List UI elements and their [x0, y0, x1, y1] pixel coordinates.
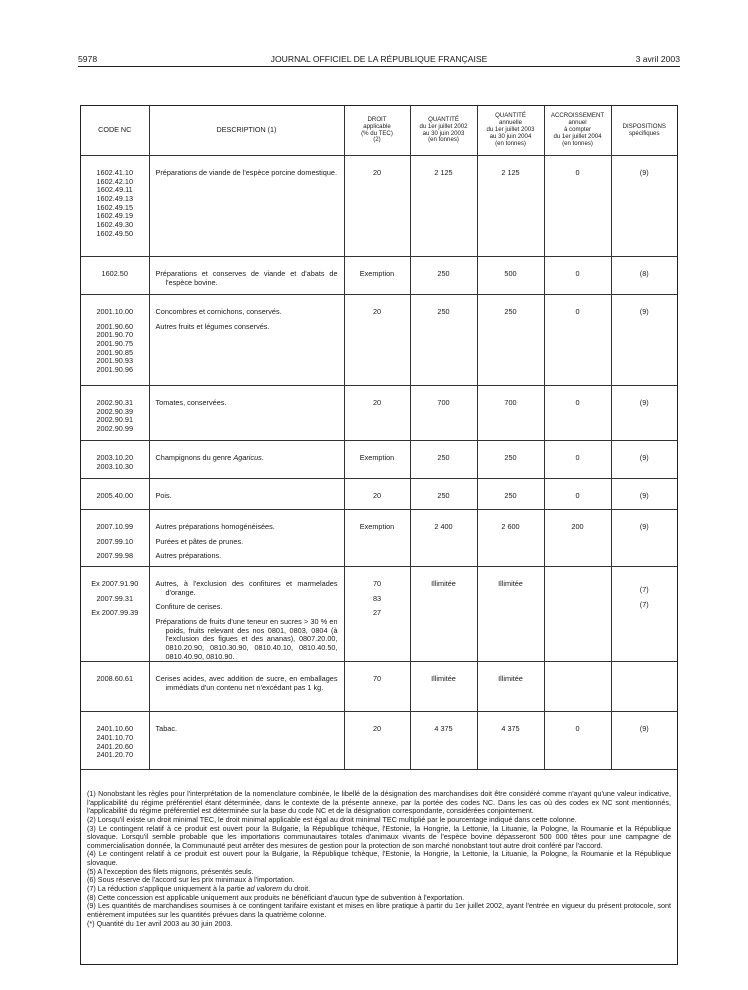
quantity-2002-cell [410, 441, 477, 479]
nc-code-cell [81, 662, 149, 712]
nc-code: 2001.90.96 [96, 365, 134, 375]
footnote: (8) Cette concession est applicable uniquement aux produits ne bénéficiant d'aucun type de subvention à l'exportation. [87, 892, 465, 902]
description-cell [149, 510, 344, 567]
description-cell [149, 712, 344, 770]
duty-value: 20 [372, 398, 382, 407]
footnote: (1) Nonobstant les règles pour l'interprétation de la nomenclature combinée, le libellé de la désignation des marchandises doit être considéré comme n'ayant qu'une valeur indicative, l'applicabilité du régime préférentiel étant déterminée, dans le contexte de la présente annexe, par la portée des codes NC. Dans les cas où des codes ex NC sont mentionnés, l'applicabilité du régime préférentiel est déterminée sur la base du code NC et de la désignation correspondante, considérées conjointement. [87, 789, 671, 816]
nc-code-cell [81, 386, 149, 441]
footnote: (*) Quantité du 1er avril 2003 au 30 juin 2003. [87, 918, 233, 928]
nc-code: 2002.90.31 [96, 398, 134, 407]
provisions-cell [611, 510, 677, 567]
quantity-2002-cell [410, 662, 477, 712]
duty-cell [344, 712, 410, 770]
duty-cell [344, 386, 410, 441]
quantity-annual-value: 250 [504, 491, 517, 500]
increase-cell [544, 295, 611, 386]
duty-value: 20 [372, 491, 382, 500]
quantity-annual-value: Illimitée [498, 674, 523, 684]
description-cell [149, 156, 344, 257]
table-header-row [81, 106, 677, 156]
header-rule [78, 66, 680, 67]
quantity-annual-cell [477, 479, 544, 510]
table-row [81, 567, 677, 662]
quantity-annual-cell [477, 662, 544, 712]
quantity-2002-cell [410, 257, 477, 295]
duty-cell [344, 662, 410, 712]
nc-code: 2001.10.00 [96, 307, 134, 316]
nc-code: 2007.99.10 [96, 536, 134, 546]
table-row [81, 712, 677, 770]
nc-code: 2002.90.91 [96, 415, 134, 425]
nc-code: 1602.49.13 [96, 194, 134, 204]
duty-value: Exemption [359, 269, 395, 278]
nc-code: 1602.42.10 [96, 176, 134, 186]
description-cell [149, 257, 344, 295]
quantity-annual-value: 250 [504, 453, 517, 462]
quantity-annual-value: 700 [504, 398, 517, 407]
description-text: Autres préparations homogénéisées. [155, 522, 275, 531]
ad-valorem-term: ad valorem [246, 884, 283, 894]
nc-code: 2008.60.61 [96, 674, 134, 684]
nc-code: 2005.40.00 [96, 491, 134, 500]
nc-code: Ex 2007.99.39 [91, 608, 139, 618]
nc-code: 2003.10.30 [96, 461, 134, 471]
footnote: (3) Le contingent relatif à ce produit est ouvert pour la Bulgarie, la République tchèque, l'Estonie, la Hongrie, la Lettonie, la Lituanie, la Pologne, la Roumanie et la République slovaque. Lorsqu'il semble probable que les importations communautaires totales d'animaux vivants de l'espèce bovine dépasseront 500 000 têtes pour une campagne de commercialisation donnée, la Communauté peut arrêter des mesures de gestion pour la protection de son marché nonobstant tout autre droit conféré par l'accord. [87, 823, 671, 850]
duty-value: 70 [372, 674, 382, 684]
footnote: (5) A l'exception des filets mignons, présentés seuls. [87, 866, 254, 876]
provisions-cell [611, 479, 677, 510]
description-text: Champignons du genre Agaricus. [155, 453, 264, 462]
description-text: Pois. [155, 491, 172, 500]
nc-code: 2001.90.93 [96, 356, 134, 366]
nc-code: 1602.49.11 [96, 185, 133, 195]
quantity-2002-cell [410, 295, 477, 386]
quantity-annual-value: 250 [504, 307, 517, 316]
quantity-annual-value: Illimitée [498, 579, 523, 588]
duty-value: 20 [372, 168, 382, 177]
provisions-cell [611, 257, 677, 295]
provisions-value: (9) [639, 522, 649, 531]
duty-value: Exemption [359, 453, 395, 462]
description-text: Cerises acides, avec addition de sucre, en emballages immédiats d'un contenu net n'excédant pas 1 kg. [155, 674, 338, 693]
nc-code: 1602.49.50 [96, 228, 134, 238]
description-text: Autres, à l'exclusion des confitures et marmelades d'orange. [155, 579, 338, 597]
quantity-2002-cell [410, 386, 477, 441]
quantity-annual-cell [477, 567, 544, 662]
increase-value: 200 [571, 522, 584, 531]
table-row [81, 156, 677, 257]
nc-code-cell [81, 295, 149, 386]
increase-cell [544, 386, 611, 441]
duty-value: 70 [372, 579, 382, 588]
description-text: Autres fruits et légumes conservés. [155, 321, 270, 331]
col-header-quantity-annual: QUANTITÉ annuelle du 1er juillet 2003 au 30 juin 2004 (en tonnes) [477, 106, 544, 156]
table-row [81, 295, 677, 386]
provisions-value: (7) [639, 599, 649, 609]
table-row [81, 479, 677, 510]
nc-code-cell [81, 479, 149, 510]
journal-title: JOURNAL OFFICIEL DE LA RÉPUBLIQUE FRANÇAISE [270, 54, 488, 64]
duty-cell [344, 295, 410, 386]
description-text: Préparations de viande de l'espèce porcine domestique. [155, 168, 337, 177]
quantity-2002-value: Illimitée [431, 579, 456, 588]
provisions-value: (9) [639, 398, 649, 407]
quantity-2002-cell [410, 712, 477, 770]
duty-value: 27 [372, 608, 382, 618]
quantity-2002-value: 250 [437, 453, 450, 462]
nc-code: 2001.90.60 [96, 321, 134, 331]
table-row [81, 257, 677, 295]
nc-code: 2001.90.85 [96, 347, 134, 357]
increase-value: 0 [575, 724, 580, 734]
col-header-droit: DROIT applicable (% du TEC) (2) [344, 106, 410, 156]
quantity-2002-value: 250 [437, 269, 450, 278]
nc-code-cell [81, 567, 149, 662]
quantity-2002-value: 2 400 [434, 522, 453, 531]
nc-code: 1602.49.30 [96, 220, 134, 230]
provisions-cell [611, 295, 677, 386]
quantity-annual-value: 500 [504, 269, 517, 278]
nc-code: 2401.20.70 [96, 750, 134, 760]
nc-code-cell [81, 441, 149, 479]
col-header-description: DESCRIPTION (1) [149, 106, 344, 156]
provisions-value: (9) [639, 307, 649, 316]
increase-value: 0 [575, 491, 580, 500]
quantity-2002-cell [410, 567, 477, 662]
col-header-increase: ACCROISSEMENT annuel à compter du 1er juillet 2004 (en tonnes) [544, 106, 611, 156]
provisions-value: (9) [639, 168, 649, 177]
increase-cell [544, 441, 611, 479]
nc-code: 2007.10.99 [96, 522, 134, 531]
nc-code: 2001.90.70 [96, 330, 134, 340]
provisions-cell [611, 386, 677, 441]
quantity-annual-value: 2 125 [501, 168, 520, 177]
description-text: Préparations de fruits d'une teneur en sucres > 30 % en poids, fruits relevant des nos 0801, 0803, 0804 (à l'exclusion des figues et des ananas), 0807.20.00, 0810.20.90, 0810.30.90, 0810.40.10, 0810.40.50, 0810.40.90, 0810.90. [155, 617, 338, 661]
footnote: (7) La réduction s'applique uniquement à la partie ad valorem du droit. [87, 884, 311, 894]
nc-code: 2401.20.60 [96, 741, 134, 751]
increase-cell [544, 567, 611, 662]
quantity-annual-value: 4 375 [501, 724, 520, 734]
increase-value: 0 [575, 453, 580, 462]
footnote: (2) Lorsqu'il existe un droit minimal TEC, le droit minimal applicable est égal au droit minimal TEC multiplié par le pourcentage indiqué dans cette colonne. [87, 814, 577, 824]
duty-value: 83 [372, 593, 382, 603]
increase-value: 0 [575, 168, 580, 177]
duty-cell [344, 156, 410, 257]
genus-name: Agaricus [233, 453, 262, 462]
table-row [81, 441, 677, 479]
description-text: Autres préparations. [155, 551, 222, 561]
provisions-cell [611, 712, 677, 770]
quantity-annual-cell [477, 156, 544, 257]
nc-code: 1602.50 [101, 269, 128, 278]
provisions-cell [611, 441, 677, 479]
duty-cell [344, 441, 410, 479]
description-text: Tabac. [155, 724, 177, 734]
col-header-provisions: DISPOSITIONS spécifiques [611, 106, 677, 156]
nc-code: 2007.99.31 [96, 593, 134, 603]
increase-cell [544, 479, 611, 510]
duty-cell [344, 257, 410, 295]
quantity-2002-cell [410, 479, 477, 510]
nc-code: 2002.90.99 [96, 424, 134, 434]
footnote: (9) Les quantités de marchandises soumises à ce contingent tarifaire existant et mises en libre pratique à partir du 1er juillet 2002, ayant l'entrée en vigueur du présent protocole, sont entièrement imputées sur les quantités prévues dans la quatrième colonne. [87, 901, 671, 919]
nc-code: 1602.49.15 [96, 202, 134, 212]
duty-value: 20 [372, 724, 382, 734]
quantity-annual-cell [477, 386, 544, 441]
quantity-annual-value: 2 600 [501, 522, 520, 531]
description-cell [149, 295, 344, 386]
quantity-2002-value: 250 [437, 491, 450, 500]
duty-cell [344, 510, 410, 567]
nc-code: 2003.10.20 [96, 453, 134, 462]
description-cell [149, 567, 344, 662]
increase-value: 0 [575, 398, 580, 407]
quantity-annual-cell [477, 441, 544, 479]
provisions-value: (9) [639, 491, 649, 500]
duty-cell [344, 479, 410, 510]
col-header-code: CODE NC [81, 106, 149, 156]
quantity-2002-value: Illimitée [431, 674, 456, 684]
nc-code: 2007.99.98 [96, 551, 134, 561]
provisions-value: (9) [639, 453, 649, 462]
nc-code: 2401.10.60 [96, 724, 134, 734]
col-header-quantity-2002: QUANTITÉ du 1er juillet 2002 au 30 juin 2003 (en tonnes) [410, 106, 477, 156]
nc-code: 1602.41.10 [96, 168, 134, 177]
nc-code: 2002.90.39 [96, 406, 134, 416]
tariff-table-frame [80, 105, 678, 965]
increase-value: 0 [575, 269, 580, 278]
issue-date: 3 avril 2003 [635, 54, 680, 64]
quantity-2002-value: 4 375 [434, 724, 453, 734]
provisions-cell [611, 567, 677, 662]
description-cell [149, 386, 344, 441]
duty-value: Exemption [359, 522, 395, 531]
nc-code: Ex 2007.91.90 [91, 579, 139, 588]
nc-code: 2401.10.70 [96, 733, 134, 743]
footnote: (4) Le contingent relatif à ce produit est ouvert pour la Bulgarie, la République tchèque, l'Estonie, la Hongrie, la Lettonie, la Lituanie, la Pologne, la Roumanie et la République slovaque. [87, 849, 671, 868]
quantity-2002-value: 700 [437, 398, 450, 407]
nc-code: 2001.90.75 [96, 339, 134, 349]
description-text: Confiture de cerises. [155, 602, 223, 612]
quantity-2002-cell [410, 156, 477, 257]
nc-code-cell [81, 712, 149, 770]
increase-cell [544, 156, 611, 257]
table-row [81, 386, 677, 441]
provisions-value: (8) [639, 269, 649, 278]
quantity-annual-cell [477, 295, 544, 386]
nc-code-cell [81, 510, 149, 567]
description-cell [149, 441, 344, 479]
description-text: Préparations et conserves de viande et d'abats de l'espèce bovine. [155, 269, 338, 287]
nc-code-cell [81, 257, 149, 295]
description-cell [149, 479, 344, 510]
description-text: Purées et pâtes de prunes. [155, 536, 244, 546]
table-row [81, 510, 677, 567]
quantity-annual-cell [477, 510, 544, 567]
quantity-annual-cell [477, 712, 544, 770]
quantity-annual-cell [477, 257, 544, 295]
increase-cell [544, 712, 611, 770]
increase-cell [544, 257, 611, 295]
provisions-value: (9) [639, 724, 649, 734]
table-row [81, 662, 677, 712]
description-text: Concombres et cornichons, conservés. [155, 307, 282, 316]
increase-value: 0 [575, 307, 580, 316]
provisions-cell [611, 662, 677, 712]
duty-value: 20 [372, 307, 382, 316]
increase-cell [544, 662, 611, 712]
increase-cell [544, 510, 611, 567]
tariff-table [81, 106, 677, 770]
quantity-2002-value: 2 125 [434, 168, 453, 177]
footnote: (6) Sous réserve de l'accord sur les prix minimaux à l'importation. [87, 875, 295, 885]
duty-cell [344, 567, 410, 662]
footnotes [81, 779, 677, 928]
page-number: 5978 [78, 54, 98, 64]
provisions-value: (7) [639, 585, 649, 594]
description-cell [149, 662, 344, 712]
nc-code: 1602.49.19 [96, 211, 134, 221]
quantity-2002-cell [410, 510, 477, 567]
quantity-2002-value: 250 [437, 307, 450, 316]
provisions-cell [611, 156, 677, 257]
description-text: Tomates, conservées. [155, 398, 227, 407]
nc-code-cell [81, 156, 149, 257]
